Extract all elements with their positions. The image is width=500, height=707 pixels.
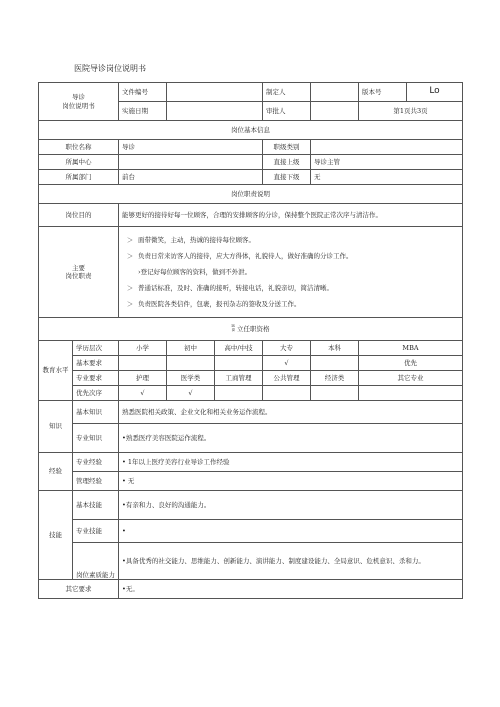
direct-superior-label: 直接上级 (263, 155, 311, 170)
duty-item: ＞ 普通话标准，及时、准确的接听，转接电话，礼貌亲切，简洁清晰。 (122, 280, 459, 296)
center-label: 所属中心 (39, 155, 119, 170)
pro-knowledge-value: •熟悉医疗美容医院运作流程。 (119, 424, 463, 453)
file-no-label: 文件编号 (119, 83, 167, 102)
page-info: 第1页共3页 (359, 102, 463, 121)
direct-subordinate-value: 无 (311, 170, 463, 185)
arrow-icon: ＞ (126, 235, 134, 244)
level-label: 学历层次 (73, 341, 119, 356)
major-label: 专业要求 (73, 371, 119, 386)
check-mark: √ (119, 386, 167, 401)
version-label: 版本号 (359, 83, 407, 102)
document-title: 医院导诊岗位说明书 (74, 64, 146, 73)
header-left-title: 导诊 岗位说明书 (39, 83, 119, 121)
file-no-value[interactable] (167, 83, 263, 102)
duty-item: ›登记好每位顾客的资料，做到不外泄。 (138, 267, 252, 276)
arrow-icon: ＞ (126, 299, 134, 308)
basic-knowledge-value: 熟悉医院相关政策、企业文化和相关业务运作流程。 (119, 401, 463, 424)
mgmt-exp-value: • 无 (119, 472, 463, 491)
pro-knowledge-label: 专业知识 (73, 424, 119, 453)
arrow-icon: ＞ (126, 251, 134, 260)
pro-exp-label: 专业经验 (73, 453, 119, 472)
impl-date-label: 实施日期 (119, 102, 167, 121)
purpose-label: 岗位目的 (39, 204, 119, 227)
dept-value: 前台 (119, 170, 263, 185)
drafter-value[interactable] (311, 83, 359, 102)
mgmt-exp-label: 管理经验 (73, 472, 119, 491)
pro-skill-label: 专业技能 (73, 520, 119, 543)
quality-label: 岗位素质能力 (73, 543, 119, 580)
priority-label: 优先次序 (73, 386, 119, 401)
purpose-text: 能够更好的接待好每一位顾客，合理的安排顾客的分诊，保持整个医院正常次序与清洁作。 (119, 204, 463, 227)
quality-value: •具备优秀的社交能力、思维能力、创新能力、演讲能力、制度建设能力、全局意识、危机意识、杀和力。 (119, 543, 463, 580)
main-duties-list (119, 227, 463, 318)
education-label: 教育水平 (39, 341, 73, 401)
job-description-form: 导诊 岗位说明书 文件编号 制定人 版本号 Lo 实施日期 审批人 第1页共3页 岗位基本信息 职位名称 导诊 职级类别 所属中心 直接上级 导诊主管 所属部门 前台 直接下级 无 岗位职责说明 岗位目的 能够更好的接待好每一位顾客，合理的安排顾客的分诊，保持整个医院正常次序与清洁作。 主要 岗位职责 ＞ 面带微笑，主动，热诚的接待每位顾客。 ＞ 负责日常来访客人的接待，应大方得体，礼貌待人，做好准确的分诊工作。 ›登记好每位顾客的资料，做到不外泄。 ＞ 普通话标准，及时、准确的接听，转接电话，礼貌亲切，简洁清晰。 ＞ 负责医院各类信件，包裹，报刊杂志的签收及分送工作。 lS 岗 立任职资格 教育水平 学历层次 小学 初中 高中/中技 大专 本科 MBA 基本要求 √ 优先 专业要求 护理 医学类 工商管理 公共管理 经济类 其它专业 优先次序 √ √ 知识 基本知识 熟悉医院相关政策、企业文化和相关业务运作流程。 专业知识 •熟悉医疗美容医院运作流程。 经验 专业经验 • 1年以上医疗美容行业导诊工作经验 管理经验 • 无 技能 基本技能 •有亲和力、良好的沟通能力。 专业技能 • 岗位素质能力 •具备优秀的社交能力、思维能力、创新能力、演讲能力、制度建设能力、全局意识、危机意识、杀和力。 其它要求 •无。 (38, 82, 463, 599)
basic-info-section-title: 岗位基本信息 (39, 121, 463, 140)
post-category-value[interactable] (311, 140, 463, 155)
basic-knowledge-label: 基本知识 (73, 401, 119, 424)
pro-skill-value: • (119, 520, 463, 543)
check-mark: √ (167, 386, 215, 401)
version-value: Lo (407, 83, 463, 102)
other-req-value: •无。 (119, 580, 463, 599)
check-mark: √ (263, 356, 311, 371)
duty-item: ＞ 面带微笑，主动，热诚的接待每位顾客。 (122, 232, 459, 248)
post-category-label: 职级类别 (263, 140, 311, 155)
direct-superior-value: 导诊主管 (311, 155, 463, 170)
approver-value[interactable] (311, 102, 359, 121)
approver-label: 审批人 (263, 102, 311, 121)
dept-label: 所属部门 (39, 170, 119, 185)
pro-exp-value: • 1年以上医疗美容行业导诊工作经验 (119, 453, 463, 472)
knowledge-label: 知识 (39, 401, 73, 453)
duty-item: ＞ 负责医院各类信件，包裹，报刊杂志的签收及分送工作。 (122, 296, 459, 312)
basic-skill-label: 基本技能 (73, 491, 119, 520)
post-name-value: 导诊 (119, 140, 263, 155)
skill-label: 技能 (39, 491, 73, 580)
post-name-label: 职位名称 (39, 140, 119, 155)
drafter-label: 制定人 (263, 83, 311, 102)
impl-date-value[interactable] (167, 102, 263, 121)
direct-subordinate-label: 直接下级 (263, 170, 311, 185)
qualification-section-title: lS 岗 立任职资格 (39, 318, 463, 341)
arrow-icon: ＞ (126, 283, 134, 292)
center-value[interactable] (119, 155, 263, 170)
basic-skill-value: •有亲和力、良好的沟通能力。 (119, 491, 463, 520)
main-duties-label: 主要 岗位职责 (39, 227, 119, 318)
experience-label: 经验 (39, 453, 73, 491)
duty-item: ＞ 负责日常来访客人的接待，应大方得体，礼貌待人，做好准确的分诊工作。 (122, 248, 459, 264)
other-req-label: 其它要求 (39, 580, 119, 599)
duties-section-title: 岗位职责说明 (39, 185, 463, 204)
basic-req-label: 基本要求 (73, 356, 119, 371)
